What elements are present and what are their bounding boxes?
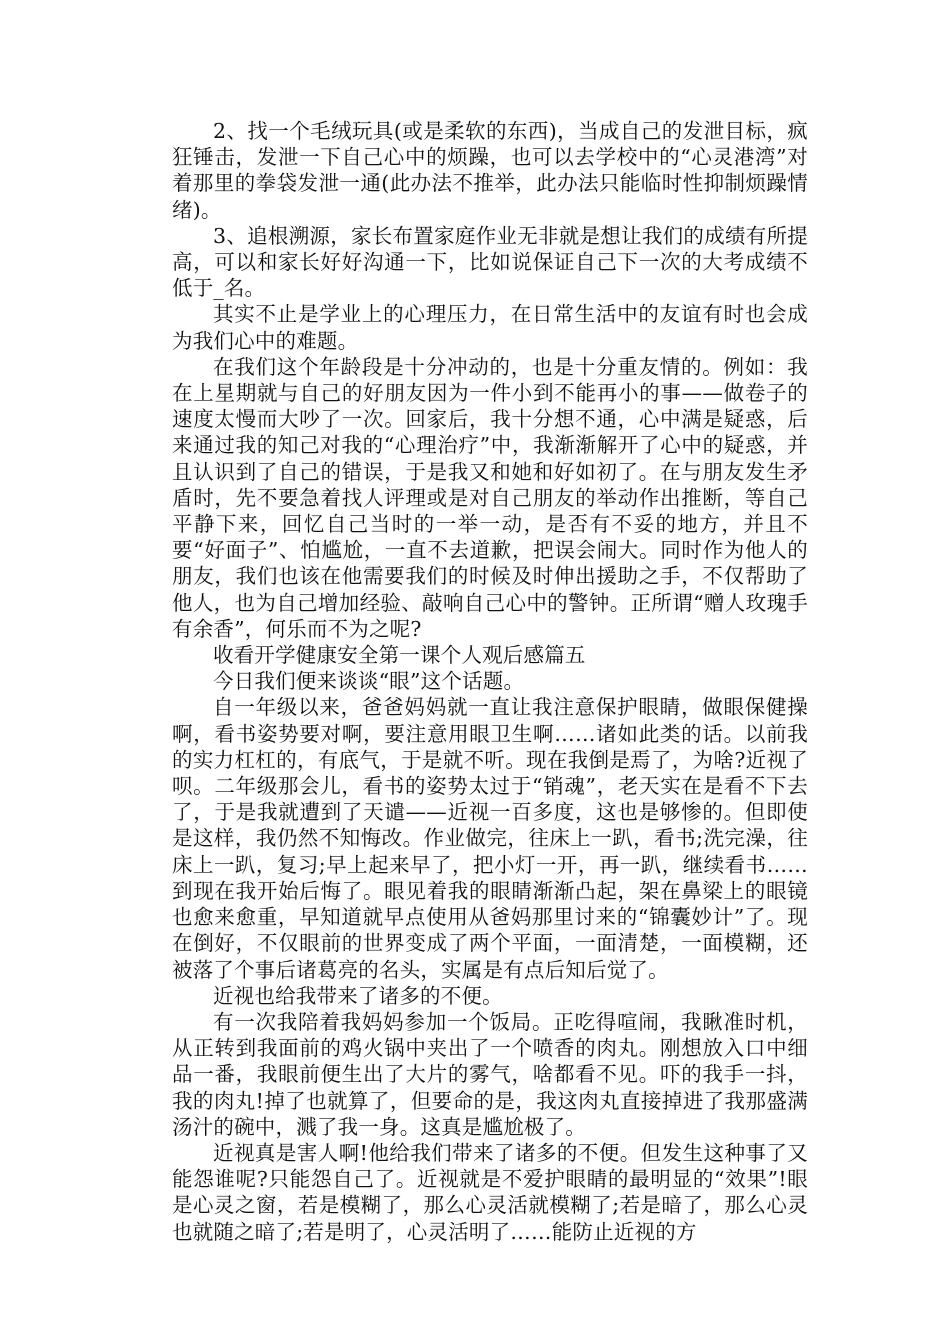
- paragraph-4: 在我们这个年龄段是十分冲动的，也是十分重友情的。例如：我在上星期就与自己的好朋友因为一件小到不能再小的事——做卷子的速度太慢而大吵了一次。回家后，我十分想不通，心中满是疑惑，后来通过我的知己对我的“心理治疗”中，我渐渐解开了心中的疑惑，并且认识到了自己的错误，于是我又和她和好如初了。在与朋友发生矛盾时，先不要急着找人评理或是对自己朋友的举动作出推断，等自己平静下来，回忆自己当时的一举一动，是否有不妥的地方，并且不要“好面子”、怕尴尬，一直不去道歉，把误会闹大。同时作为他人的朋友，我们也该在他需要我们的时候及时伸出援助之手，不仅帮助了他人，也为自己增加经验、敲响自己心中的警钟。正所谓“赠人玫瑰手有余香”，何乐而不为之呢?: [172, 354, 808, 641]
- paragraph-10: 近视真是害人啊!他给我们带来了诸多的不便。但发生这种事了又能怨谁呢?只能怨自己了。近视就是不爱护眼睛的最明显的“效果”!眼是心灵之窗，若是模糊了，那么心灵活就模糊了;若是暗了，那么心灵也就随之暗了;若是明了，心灵活明了……能防止近视的方: [172, 1140, 808, 1244]
- document-body: [172, 118, 808, 1245]
- paragraph-2: 3、追根溯源，家长布置家庭作业无非就是想让我们的成绩有所提高，可以和家长好好沟通一下，比如说保证自己下一次的大考成绩不低于_名。: [172, 223, 808, 301]
- paragraph-8: 近视也给我带来了诸多的不便。: [213, 983, 503, 1008]
- paragraph-1: 2、找一个毛绒玩具(或是柔软的东西)，当成自己的发泄目标，疯狂锤击，发泄一下自己心中的烦躁，也可以去学校中的“心灵港湾”对着那里的拳袋发泄一通(此办法不推举，此办法只能临时性抑制烦躁情绪)。: [172, 119, 808, 222]
- paragraph-9: 有一次我陪着我妈妈参加一个饭局。正吃得喧闹，我瞅准时机，从正转到我面前的鸡火锅中夹出了一个喷香的肉丸。刚想放入口中细品一番，我眼前便生出了大片的雾气，啥都看不见。吓的我手一抖，我的肉丸!掉了也就算了，但要命的是，我这肉丸直接掉进了我那盛满汤汁的碗中，溅了我一身。这真是尴尬极了。: [172, 1009, 808, 1139]
- paragraph-3: 其实不止是学业上的心理压力，在日常生活中的友谊有时也会成为我们心中的难题。: [172, 302, 808, 353]
- section-heading: 收看开学健康安全第一课个人观后感篇五: [213, 643, 586, 668]
- paragraph-7: 自一年级以来，爸爸妈妈就一直让我注意保护眼睛，做眼保健操啊，看书姿势要对啊，要注意用眼卫生啊……诸如此类的话。以前我的实力杠杠的，有底气，于是就不听。现在我倒是焉了，为啥?近视了呗。二年级那会儿，看书的姿势太过于“销魂”，老天实在是看不下去了，于是我就遭到了天谴——近视一百多度，这也是够惨的。但即使是这样，我仍然不知悔改。作业做完，往床上一趴，看书;洗完澡，往床上一趴，复习;早上起来早了，把小灯一开，再一趴，继续看书……到现在我开始后悔了。眼见着我的眼睛渐渐凸起，架在鼻梁上的眼镜也愈来愈重，早知道就早点使用从爸妈那里讨来的“锦囊妙计”了。现在倒好，不仅眼前的世界变成了两个平面，一面清楚，一面模糊，还被落了个事后诸葛亮的名头，实属是有点后知后觉了。: [172, 695, 808, 982]
- paragraph-6: 今日我们便来谈谈“眼”这个话题。: [213, 669, 525, 694]
